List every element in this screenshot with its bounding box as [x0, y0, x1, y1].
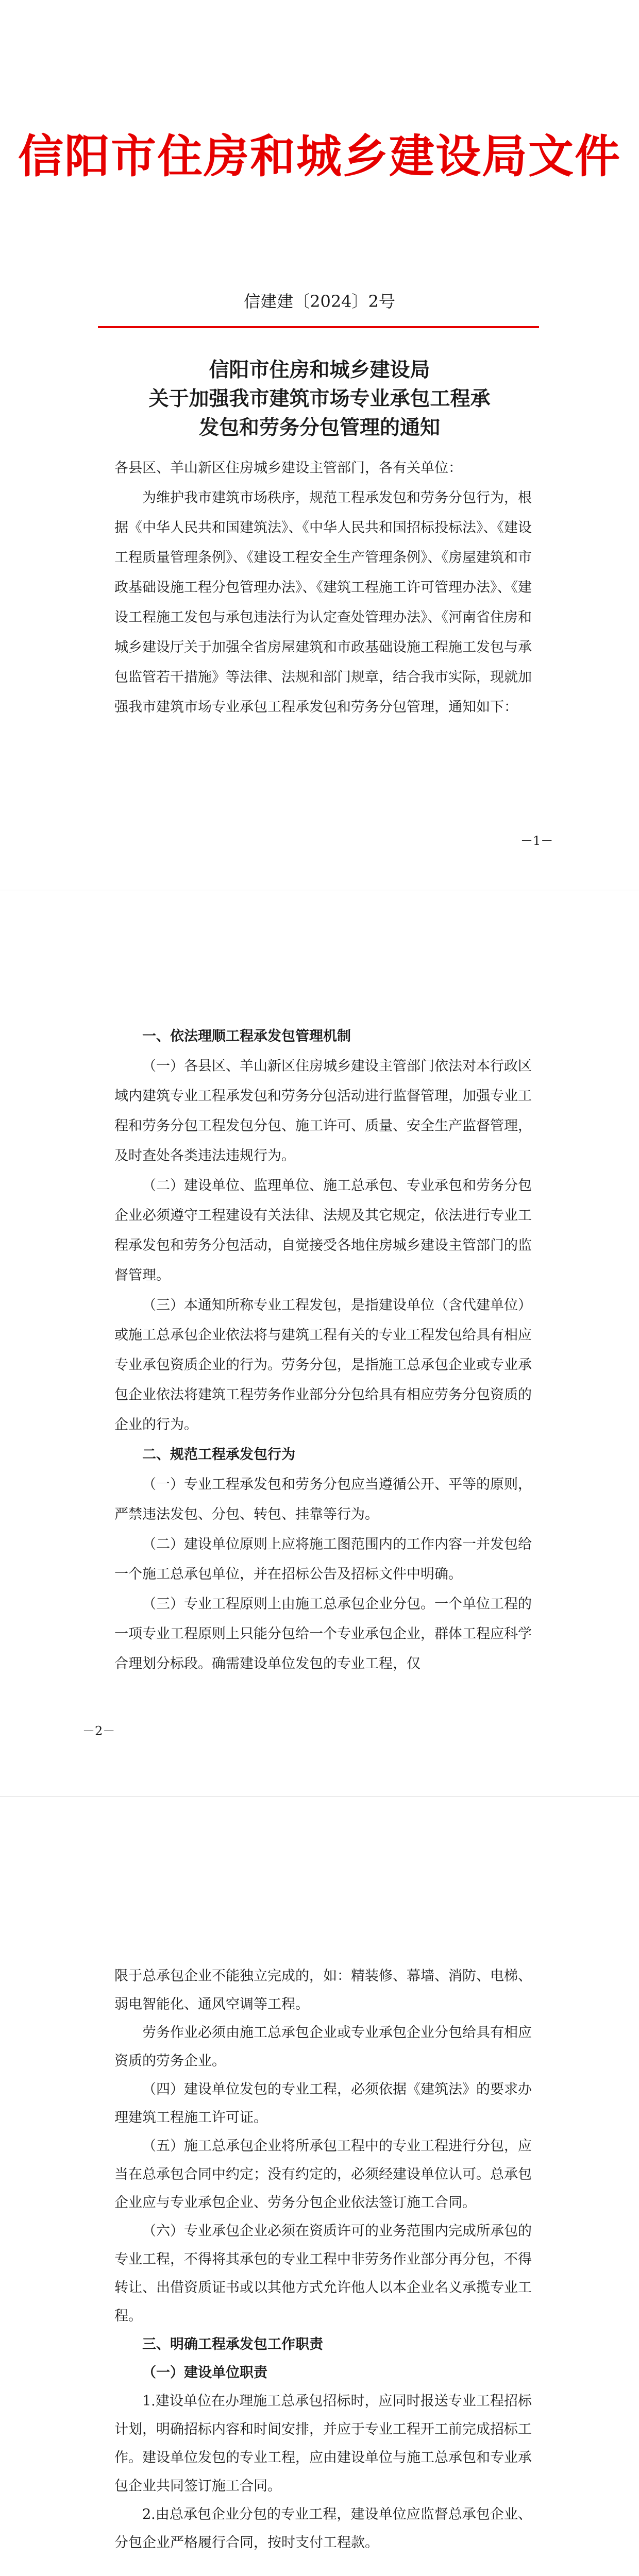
paragraph: （二）建设单位原则上应将施工图范围内的工作内容一并发包给一个施工总承包单位，并在招标公告及招标文件中明确。 [114, 1536, 532, 1582]
paragraph: （六）专业承包企业必须在资质许可的业务范围内完成所承包的专业工程，不得将其承包的专业工程中非劳务作业部分再分包，不得转让、出借资质证书或以其他方式允许他人以本企业名义承揽专业工程。 [114, 2223, 532, 2324]
intro-paragraph: 为维护我市建筑市场秩序，规范工程承发包和劳务分包行为，根据《中华人民共和国建筑法》、《中华人民共和国招标投标法》、《建设工程质量管理条例》、《建设工程安全生产管理条例》、《房屋建筑和市政基础设施工程分包管理办法》、《建筑工程施工许可管理办法》、《建设工程施工发包与承包违法行为认定查处管理办法》、《河南省住房和城乡建设厅关于加强全省房屋建筑和市政基础设施工程施工发包与承包监管若干措施》等法律、法规和部门规章，结合我市实际，现就加强我市建筑市场专业承包工程承发包和劳务分包管理，通知如下： [114, 490, 532, 715]
red-separator-line [98, 326, 539, 328]
section-heading-2: 二、规范工程承发包行为 [142, 1447, 295, 1463]
page-number: －2－ [82, 1724, 115, 1738]
page-number: －1－ [520, 834, 553, 848]
red-header: 信阳市住房和城乡建设局文件 [18, 129, 621, 183]
addressee: 各县区、羊山新区住房城乡建设主管部门，各有关单位： [114, 460, 462, 476]
page-1-body [114, 453, 532, 722]
paragraph: （五）施工总承包企业将所承包工程中的专业工程进行分包，应当在总承包合同中约定；没有约定的，必须经建设单位认可。总承包企业应与专业承包企业、劳务分包企业依法签订施工合同。 [114, 2138, 532, 2211]
paragraph: （三）专业工程原则上由施工总承包企业分包。一个单位工程的一项专业工程原则上只能分包给一个专业承包企业，群体工程应科学合理划分标段。确需建设单位发包的专业工程，仅 [114, 1596, 532, 1672]
title-line-2: 关于加强我市建筑市场专业承包工程承 [148, 387, 491, 411]
paragraph: （四）建设单位发包的专业工程，必须依据《建筑法》的要求办理建筑工程施工许可证。 [114, 2081, 532, 2126]
section-heading-3: 三、明确工程承发包工作职责 [142, 2336, 323, 2352]
paragraph: （二）建设单位、监理单位、施工总承包、专业承包和劳务分包企业必须遵守工程建设有关法律、法规及其它规定，依法进行专业工程承发包和劳务分包活动，自觉接受各地住房城乡建设主管部门的监督管理。 [114, 1178, 532, 1283]
page-3 [0, 1797, 639, 2576]
paragraph: 1.建设单位在办理施工总承包招标时，应同时报送专业工程招标计划，明确招标内容和时间安排，并应于专业工程开工前完成招标工作。建设单位发包的专业工程，应由建设单位与施工总承包和专业承包企业共同签订施工合同。 [114, 2393, 532, 2494]
page-2 [0, 890, 639, 1797]
subsection-heading: （一）建设单位职责 [142, 2365, 267, 2381]
paragraph: （一）各县区、羊山新区住房城乡建设主管部门依法对本行政区域内建筑专业工程承发包和劳务分包活动进行监督管理，加强专业工程和劳务分包工程发包分包、施工许可、质量、安全生产监督管理，及时查处各类违法违规行为。 [114, 1058, 532, 1164]
paragraph: 2.由总承包企业分包的专业工程，建设单位应监督总承包企业、分包企业严格履行合同，按时支付工程款。 [114, 2506, 532, 2551]
section-heading-1: 一、依法理顺工程承发包管理机制 [142, 1028, 351, 1044]
page-1 [0, 0, 639, 890]
document-number: 信建建〔2024〕2号 [244, 292, 395, 311]
paragraph: （三）本通知所称专业工程发包，是指建设单位（含代建单位）或施工总承包企业依法将与建筑工程有关的专业工程发包给具有相应专业承包资质企业的行为。劳务分包，是指施工总承包企业或专业承包企业依法将建筑工程劳务作业部分分包给具有相应劳务分包资质的企业的行为。 [114, 1297, 532, 1433]
title-line-1: 信阳市住房和城乡建设局 [209, 358, 430, 382]
paragraph: 限于总承包企业不能独立完成的，如：精装修、幕墙、消防、电梯、弱电智能化、通风空调等工程。 [114, 1968, 532, 2012]
paragraph: 劳务作业必须由施工总承包企业或专业承包企业分包给具有相应资质的劳务企业。 [114, 2025, 532, 2069]
paragraph: （一）专业工程承发包和劳务分包应当遵循公开、平等的原则，严禁违法发包、分包、转包、挂靠等行为。 [114, 1477, 532, 1522]
document-title [0, 355, 639, 442]
page-2-body [114, 1022, 532, 1679]
page-3-body [114, 1962, 532, 2557]
title-line-3: 发包和劳务分包管理的通知 [198, 416, 440, 439]
